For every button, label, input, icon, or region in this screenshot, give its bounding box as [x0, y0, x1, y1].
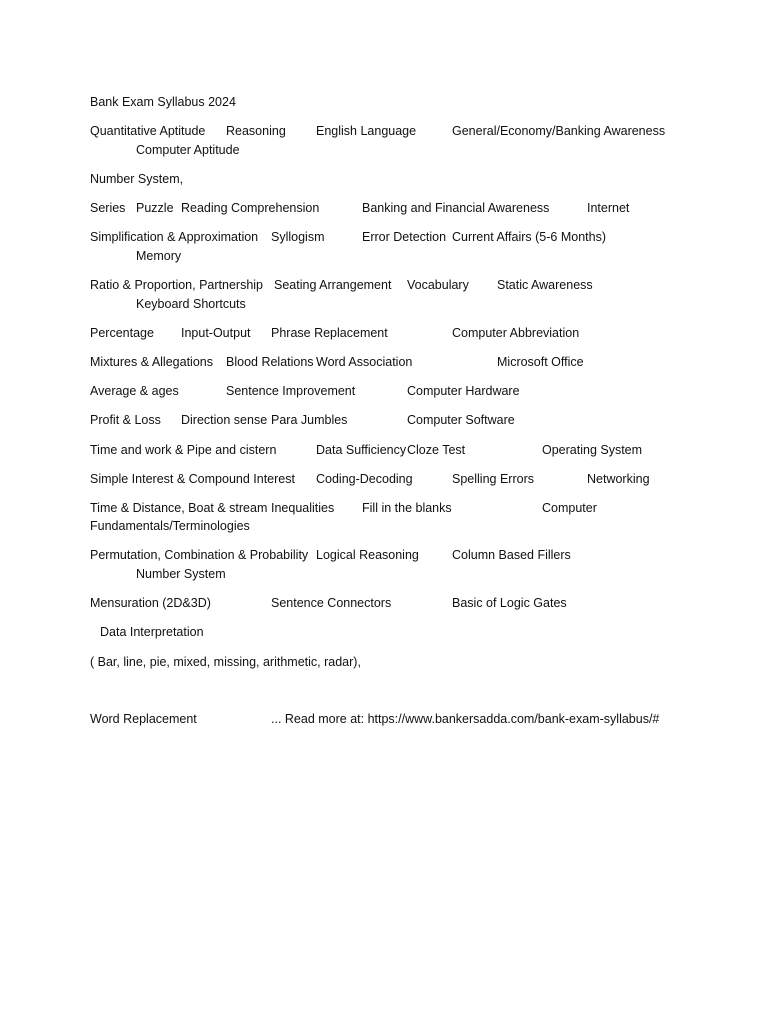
computer-item: Number System: [136, 567, 226, 581]
quant-item: Ratio & Proportion, Partnership: [90, 278, 264, 292]
computer-item-continued: Fundamentals/Terminologies: [90, 519, 250, 533]
english-item: Sentence Improvement: [226, 384, 356, 398]
reasoning-item: Input-Output: [181, 326, 251, 340]
english-item: Fill in the blanks: [362, 501, 452, 515]
header-english: English Language: [316, 124, 417, 138]
reasoning-item: Syllogism: [271, 230, 325, 244]
quant-item: Profit & Loss: [90, 413, 161, 427]
quant-item: Simple Interest & Compound Interest: [90, 472, 295, 486]
english-item: Error Detection: [362, 230, 447, 244]
quant-item-details: ( Bar, line, pie, mixed, missing, arithmetic, radar),: [90, 655, 361, 669]
reasoning-item: Seating Arrangement: [274, 278, 392, 292]
computer-item: Keyboard Shortcuts: [136, 297, 246, 311]
english-item: Column Based Fillers: [452, 548, 571, 562]
header-general-awareness: General/Economy/Banking Awareness: [452, 124, 666, 138]
read-more-link[interactable]: ... Read more at: https://www.bankersadda.com/bank-exam-syllabus/#: [271, 712, 660, 726]
computer-item: Internet: [587, 201, 630, 215]
quant-item: Average & ages: [90, 384, 179, 398]
english-item: Para Jumbles: [271, 413, 348, 427]
header-computer: Computer Aptitude: [136, 143, 240, 157]
quant-item: Number System,: [90, 172, 184, 186]
computer-item: Computer Hardware: [407, 384, 520, 398]
general-item: Static Awareness: [497, 278, 593, 292]
english-item: Spelling Errors: [452, 472, 534, 486]
computer-item: Microsoft Office: [497, 355, 584, 369]
quant-item: Mensuration (2D&3D): [90, 596, 211, 610]
english-item: Cloze Test: [407, 443, 466, 457]
english-item: Vocabulary: [407, 278, 469, 292]
computer-item: Operating System: [542, 443, 643, 457]
document-title: Bank Exam Syllabus 2024: [90, 95, 236, 109]
english-item: Sentence Connectors: [271, 596, 392, 610]
header-quantitative: Quantitative Aptitude: [90, 124, 206, 138]
header-reasoning: Reasoning: [226, 124, 286, 138]
quant-item: Permutation, Combination & Probability: [90, 548, 309, 562]
computer-item: Computer Software: [407, 413, 515, 427]
computer-item: Computer: [542, 501, 597, 515]
english-item: Word Replacement: [90, 712, 197, 726]
computer-item: Networking: [587, 472, 650, 486]
reasoning-item: Blood Relations: [226, 355, 314, 369]
reasoning-item: Logical Reasoning: [316, 548, 419, 562]
quant-item: Percentage: [90, 326, 154, 340]
reasoning-item: Puzzle: [136, 201, 174, 215]
computer-item: Memory: [136, 249, 182, 263]
reasoning-item: Coding-Decoding: [316, 472, 413, 486]
quant-item: Series: [90, 201, 126, 215]
quant-item: Simplification & Approximation: [90, 230, 259, 244]
english-item: Word Association: [316, 355, 413, 369]
quant-item: Mixtures & Allegations: [90, 355, 213, 369]
quant-item: Data Interpretation: [100, 625, 204, 639]
quant-item: Time and work & Pipe and cistern: [90, 443, 277, 457]
general-item: Current Affairs (5-6 Months): [452, 230, 606, 244]
quant-item: Time & Distance, Boat & stream: [90, 501, 268, 515]
reasoning-item: Inequalities: [271, 501, 335, 515]
english-item: Reading Comprehension: [181, 201, 320, 215]
computer-item: Basic of Logic Gates: [452, 596, 567, 610]
reasoning-item: Direction sense: [181, 413, 268, 427]
reasoning-item: Data Sufficiency: [316, 443, 407, 457]
computer-item: Computer Abbreviation: [452, 326, 580, 340]
english-item: Phrase Replacement: [271, 326, 388, 340]
general-item: Banking and Financial Awareness: [362, 201, 550, 215]
